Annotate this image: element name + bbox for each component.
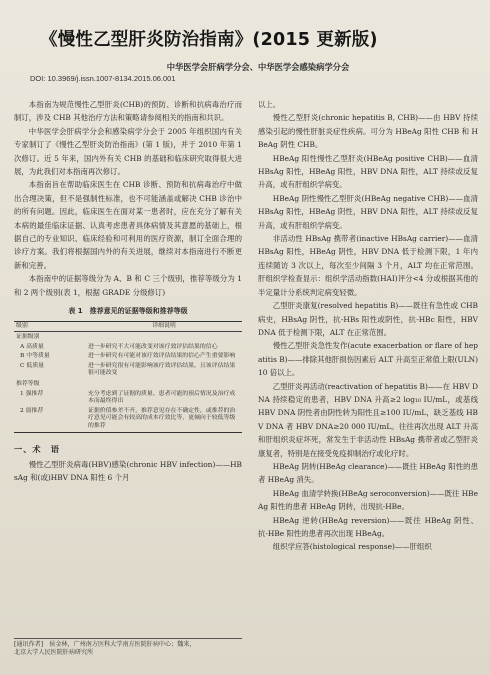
paragraph: 本指南为规范慢性乙型肝炎(CHB)的预防、诊断和抗病毒治疗而制订，涉及 CHB 其他治疗方法和策略请参阅相关的指南和共识。 (14, 100, 242, 123)
footnote (14, 638, 242, 658)
table-row (14, 352, 242, 362)
paragraph: 组织学应答(histological response)——肝组织 (272, 542, 432, 552)
table-cell (86, 332, 242, 343)
paragraph: 非活动性 HBsAg 携带者(inactive HBsAg carrier)——血清 HBsAg 阳性，HBeAg 阴性，HBV DNA 低于检测下限，1 年内连续随访 3 次以上，每次至少间隔 3 个月，ALT 均在正常范围。肝组织学检查显示：组织学活动指数(HAI)评分<4 分或根据其他的半定量计分系统判定病变轻微。 (258, 234, 478, 297)
section-heading: 一、术 语 (14, 443, 60, 454)
table-cell: 证据价值参差不齐，推荐意见存在不确定性，或推荐的治疗意见可能会有较高的成本疗效比等，更倾向于较低等级的推荐 (86, 407, 242, 432)
table-row (14, 379, 242, 390)
table-cell: 1 强推荐 (20, 390, 44, 397)
paragraph: 慢性乙型肝炎急性发作(acute exacerbation or flare of hepatitis B)——排除其他肝损伤因素后 ALT 升高至正常值上限(ULN)10 倍以上。 (258, 341, 478, 378)
table-cell: 进一步研究有可能对该疗效评估结果的信心产生重要影响 (88, 353, 236, 360)
footnote-line: [通讯作者] 侯金林，广州南方医科大学南方医院肝病中心；魏来， (14, 641, 196, 648)
evidence-grade-table (14, 321, 242, 433)
left-column (14, 98, 242, 485)
paragraph: HBeAg 阳性慢性乙型肝炎(HBeAg positive CHB)——血清 HBsAg 阳性，HBeAg 阳性，HBV DNA 阳性，ALT 持续或反复升高，或有肝组织学病变。 (258, 153, 478, 190)
table-cell: 充分考虑到了证据的质量、患者可能的预后情况及治疗成本而最终得出 (88, 390, 236, 405)
paragraph: 慢性乙型肝炎病毒(HBV)感染(chronic HBV infection)——HBsAg 和(或)HBV DNA 阳性 6 个月 (14, 460, 242, 483)
paragraph: 乙型肝炎康复(resolved hepatitis B)——既往有急性或 CHB 病史，HBsAg 阴性，抗-HBs 阳性或阴性，抗-HBc 阳性，HBV DNA 低于检测下限，ALT 在正常范围。 (258, 301, 478, 337)
evidence-table-block (14, 305, 242, 433)
table-cell: B 中等质量 (20, 353, 50, 360)
article-title: 《慢性乙型肝炎防治指南》(2015 更新版) (40, 30, 378, 50)
table-row (14, 332, 242, 343)
doi-line: DOI: 10.3969/j.issn.1007-8134.2015.06.001 (30, 74, 176, 83)
table-row (14, 362, 242, 379)
paragraph: 本指南旨在帮助临床医生在 CHB 诊断、预防和抗病毒治疗中做出合理决策，但不是强制性标准，也不可能涵盖或解决 CHB 诊治中的所有问题。因此，临床医生在面对某一患者时，应在充分了解有关本病的最佳临床证据、认真考虑患者具体病情及其意愿的基础上，根据自己的专业知识、临床经验和可利用的医疗资源，制订全面合理的诊疗方案。我们将根据国内外的有关进展，继续对本指南进行不断更新和完善。 (14, 180, 242, 270)
table-title: 表 1 推荐意见的证据等级和推荐等级 (68, 307, 188, 316)
table-cell: A 高质量 (20, 343, 44, 350)
paragraph: HBeAg 阴性慢性乙型肝炎(HBeAg negative CHB)——血清 HBsAg 阳性，HBeAg 阴性，HBV DNA 阳性，ALT 持续或反复升高，或有肝组织学病变。 (258, 193, 478, 230)
paragraph: HBeAg 逆转(HBeAg reversion)——既往 HBeAg 阴性、抗-HBe 阳性的患者再次出现 HBeAg。 (258, 515, 478, 538)
paragraph: 本指南中的证据等级分为 A、B 和 C 三个级别，推荐等级分为 1 和 2 两个级别(表 1，根据 GRADE 分级修订) (14, 274, 242, 297)
table-row (14, 407, 242, 432)
paragraph: 慢性乙型肝炎(chronic hepatitis B, CHB)——由 HBV 持续感染引起的慢性肝脏炎症性疾病。可分为 HBeAg 阳性 CHB 和 HBeAg 阴性 CHB。 (258, 113, 478, 150)
paragraph: 中华医学会肝病学分会和感染病学分会于 2005 年组织国内有关专家制订了《慢性乙型肝炎防治指南》(第 1 版)，并于 2010 年第 1 次修订。近 5 年来，国内外有关 CHB 的基础和临床研究取得很大进展，为此我们对本指南再次修订。 (14, 126, 242, 177)
table-header-cell: 级别 (14, 321, 86, 332)
table-row (14, 390, 242, 407)
table-row (14, 343, 242, 353)
paragraph: 以上。 (258, 100, 281, 109)
table-cell: 进一步研究不大可能改变对该疗效评估结果的信心 (88, 343, 218, 350)
table-cell: 推荐等级 (16, 381, 40, 388)
paragraph: HBeAg 阴转(HBeAg clearance)——既往 HBeAg 阳性的患者 HBeAg 消失。 (258, 461, 478, 485)
paragraph: HBeAg 血清学转换(HBeAg seroconversion)——既往 HBeAg 阳性的患者 HBeAg 阴转，出现抗-HBe。 (258, 488, 478, 512)
footnote-line: 北京大学人民医院肝病研究所 (14, 649, 94, 657)
right-column (258, 98, 478, 554)
paragraph: 乙型肝炎再活动(reactivation of hepatitis B)——在 HBV DNA 持续稳定的患者，HBV DNA 升高≥2 log₁₀ IU/mL，或基线 HBV DNA 阴性者由阴性转为阳性且≥100 IU/mL，缺乏基线 HBV DNA 者 HBV DNA≥20 000 IU/mL。往往再次出现 ALT 升高和肝组织炎症坏死，常发生于非活动性 HBsAg 携带者或乙型肝炎康复者，特别是在接受免疫抑制治疗或化疗时。 (258, 381, 478, 458)
table-cell: 2 弱推荐 (14, 407, 86, 432)
table-header-row (14, 321, 242, 332)
table-cell: 进一步研究很有可能影响该疗效评估结果，且该评估结果很可能改变 (88, 362, 236, 377)
table-header-cell: 详细说明 (86, 321, 242, 332)
table-cell: C 低质量 (20, 362, 45, 369)
table-cell: 证据级别 (16, 334, 40, 341)
table-cell (86, 379, 242, 390)
article-authors: 中华医学会肝病学分会、中华医学会感染病学分会 (166, 62, 350, 72)
